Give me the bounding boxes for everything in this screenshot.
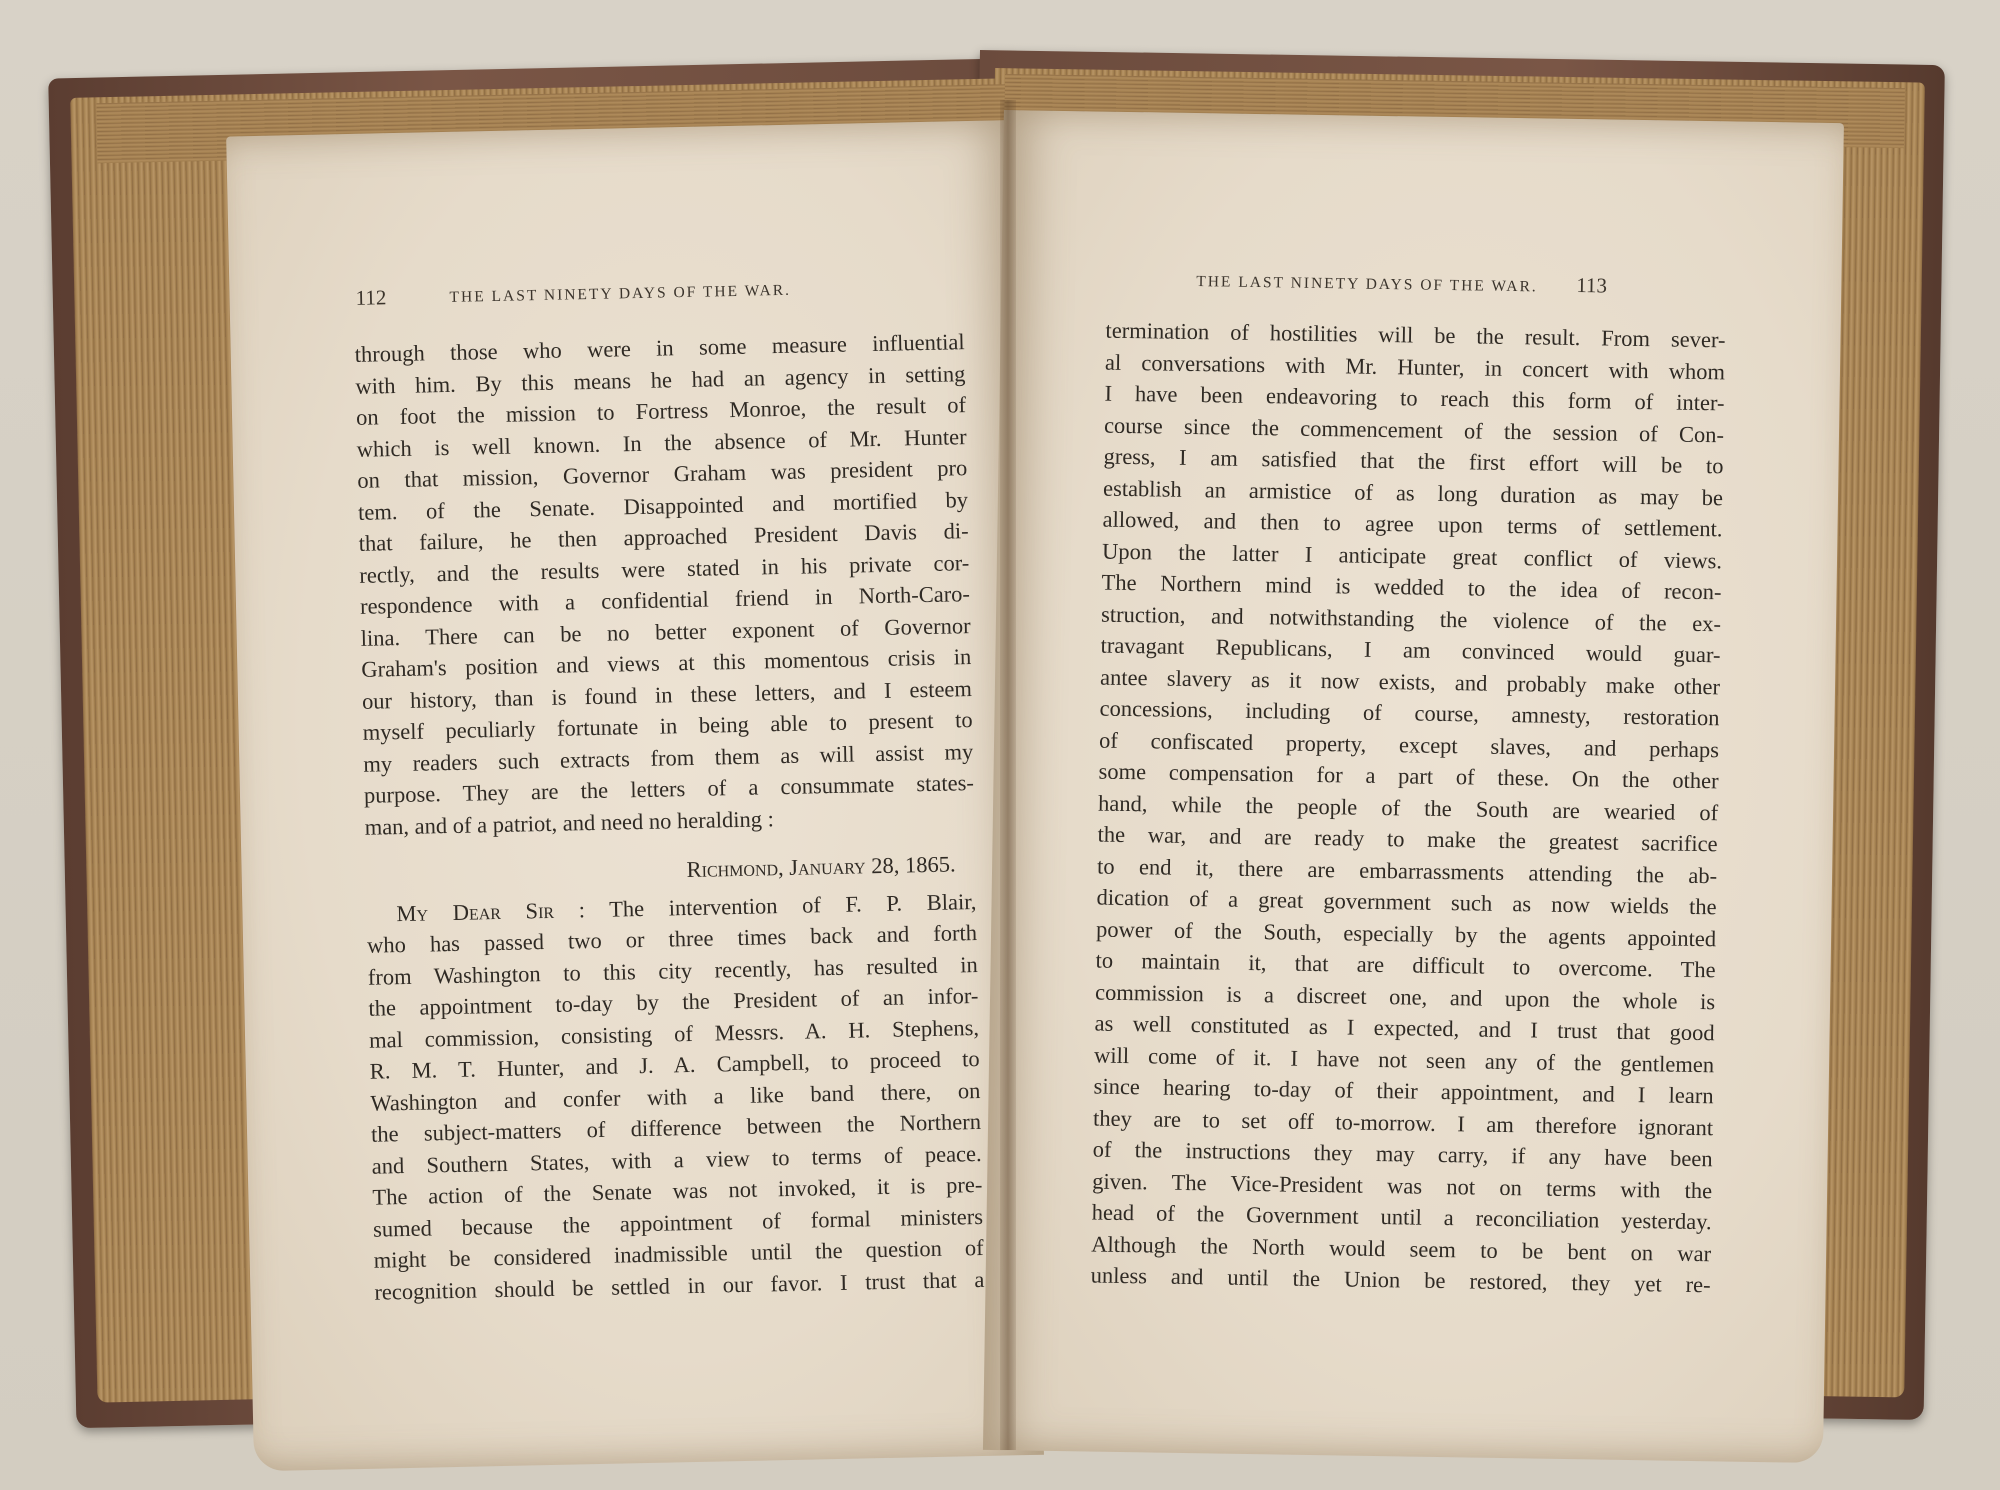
salutation: My Dear Sir : [396, 896, 586, 926]
text-line: travagant Republicans, I am convinced would guar- [1100, 632, 1721, 668]
text-line: struction, and notwithstanding the violence of the ex- [1100, 601, 1722, 636]
page-number: 112 [355, 285, 387, 310]
text-line: of the instructions they may carry, if any have been [1092, 1136, 1713, 1172]
text-line: on that mission, Governor Graham was president pro [357, 455, 968, 493]
text-line: Upon the latter I anticipate great conflict of views. [1101, 538, 1723, 573]
spine-gutter [1000, 100, 1016, 1450]
letter-dateline: Richmond, January 28, 1865. [686, 851, 956, 883]
text-line: gress, I am satisfied that the first effort will be to [1103, 443, 1724, 479]
right-paragraph [1090, 315, 1725, 1301]
text-line: unless and until the Union be restored, they yet re- [1090, 1262, 1711, 1298]
text-line: and Southern States, with a view to terms of peace. [371, 1140, 982, 1179]
text-line: lina. There can be no better exponent of Governor [360, 612, 971, 651]
running-head: THE LAST NINETY DAYS OF THE WAR. [1196, 273, 1538, 296]
text-line: concessions, including of course, amnesty, restoration [1099, 695, 1720, 731]
text-line: of confiscated property, except slaves, and perhaps [1098, 727, 1720, 762]
letter-line: The intervention of F. P. Blair, [608, 888, 977, 922]
text-line: Washington and confer with a like band there, on [370, 1077, 981, 1116]
text-line: from Washington to this city recently, has resulted in [367, 951, 978, 990]
text-line: dication of a great government such as now wields the [1096, 884, 1717, 920]
text-line: tem. of the Senate. Disappointed and mortified by [357, 486, 969, 525]
text-line: to maintain it, that are difficult to overcome. The [1095, 947, 1716, 983]
text-line: with him. By this means he had an agency in setting [355, 360, 966, 399]
text-line: they are to set off to-morrow. I am therefore ignorant [1092, 1105, 1714, 1140]
text-line: myself peculiarly fortunate in being able to present to [362, 707, 973, 745]
text-line: will come of it. I have not seen any of the gentlemen [1093, 1042, 1715, 1077]
text-line: course since the commencement of the session of Con- [1103, 412, 1725, 447]
text-line: respondence with a confidential friend in North-Caro- [359, 581, 971, 619]
text-line: The action of the Senate was not invoked, it is pre- [372, 1171, 983, 1210]
text-line: rectly, and the results were stated in his private cor- [359, 549, 970, 588]
text-line: on foot the mission to Fortress Monroe, the result of [355, 392, 967, 430]
text-line: al conversations with Mr. Hunter, in concert with whom [1104, 349, 1726, 384]
left-page [226, 120, 1044, 1471]
text-line: given. The Vice-President was not on terms with the [1091, 1168, 1713, 1203]
text-line: through those who were in some measure influential [354, 329, 965, 367]
text-line: man, and of a patriot, and need no heralding : [364, 805, 775, 840]
text-line: who has passed two or three times back and forth [366, 919, 978, 958]
text-line: mal commission, consisting of Messrs. A. H. Stephens, [368, 1014, 980, 1053]
text-line: hand, while the people of the South are wearied of [1097, 790, 1719, 825]
text-line: establish an armistice of as long duration as may be [1102, 475, 1724, 510]
text-line: which is well known. In the absence of Mr. Hunter [356, 423, 967, 462]
page-number: 113 [1576, 273, 1608, 298]
text-line: since hearing to-day of their appointment, and I learn [1093, 1073, 1714, 1109]
text-line: I have been endeavoring to reach this form of inter- [1104, 380, 1725, 416]
text-line: some compensation for a part of these. On the other [1098, 758, 1719, 794]
left-body-text [354, 326, 984, 1308]
text-line: antee slavery as it now exists, and probably make other [1099, 664, 1721, 699]
text-line: our history, than is found in these letters, and I esteem [361, 675, 973, 714]
text-line: power of the South, especially by the agents appointed [1095, 916, 1717, 951]
text-line: Graham's position and views at this momentous crisis in [361, 644, 972, 682]
text-line: sumed because the appointment of formal ministers [372, 1203, 984, 1242]
text-line: The Northern mind is wedded to the idea of recon- [1101, 569, 1722, 605]
text-line: the appointment to-day by the President of an infor- [368, 982, 979, 1021]
right-body-text [1090, 315, 1725, 1301]
text-line: recognition should be settled in our favor. I trust that a [374, 1266, 985, 1305]
text-line: my readers such extracts from them as will assist my [363, 738, 974, 777]
text-line: might be considered inadmissible until the question of [373, 1234, 984, 1273]
text-line: that failure, he then approached President Davis di- [358, 518, 969, 556]
text-line: commission is a discreet one, and upon the whole is [1094, 979, 1716, 1014]
text-line: R. M. T. Hunter, and J. A. Campbell, to proceed to [369, 1045, 980, 1084]
text-line: head of the Government until a reconciliation yesterday. [1091, 1199, 1712, 1235]
running-head: THE LAST NINETY DAYS OF THE WAR. [449, 281, 792, 306]
text-line: to end it, there are embarrassments attending the ab- [1096, 853, 1718, 888]
right-page [983, 110, 1844, 1463]
left-paragraph [354, 326, 974, 843]
letter-body [367, 917, 985, 1308]
text-line: the subject-matters of difference between the Northern [370, 1108, 982, 1147]
text-line: as well constituted as I expected, and I trust that good [1094, 1010, 1715, 1046]
text-line: the war, and are ready to make the greatest sacrifice [1097, 821, 1718, 857]
text-line: purpose. They are the letters of a consummate states- [363, 770, 975, 808]
text-line: allowed, and then to agree upon terms of settlement. [1102, 506, 1723, 542]
text-line: Although the North would seem to be bent on war [1091, 1231, 1712, 1266]
text-line: termination of hostilities will be the result. From sever- [1105, 317, 1726, 353]
